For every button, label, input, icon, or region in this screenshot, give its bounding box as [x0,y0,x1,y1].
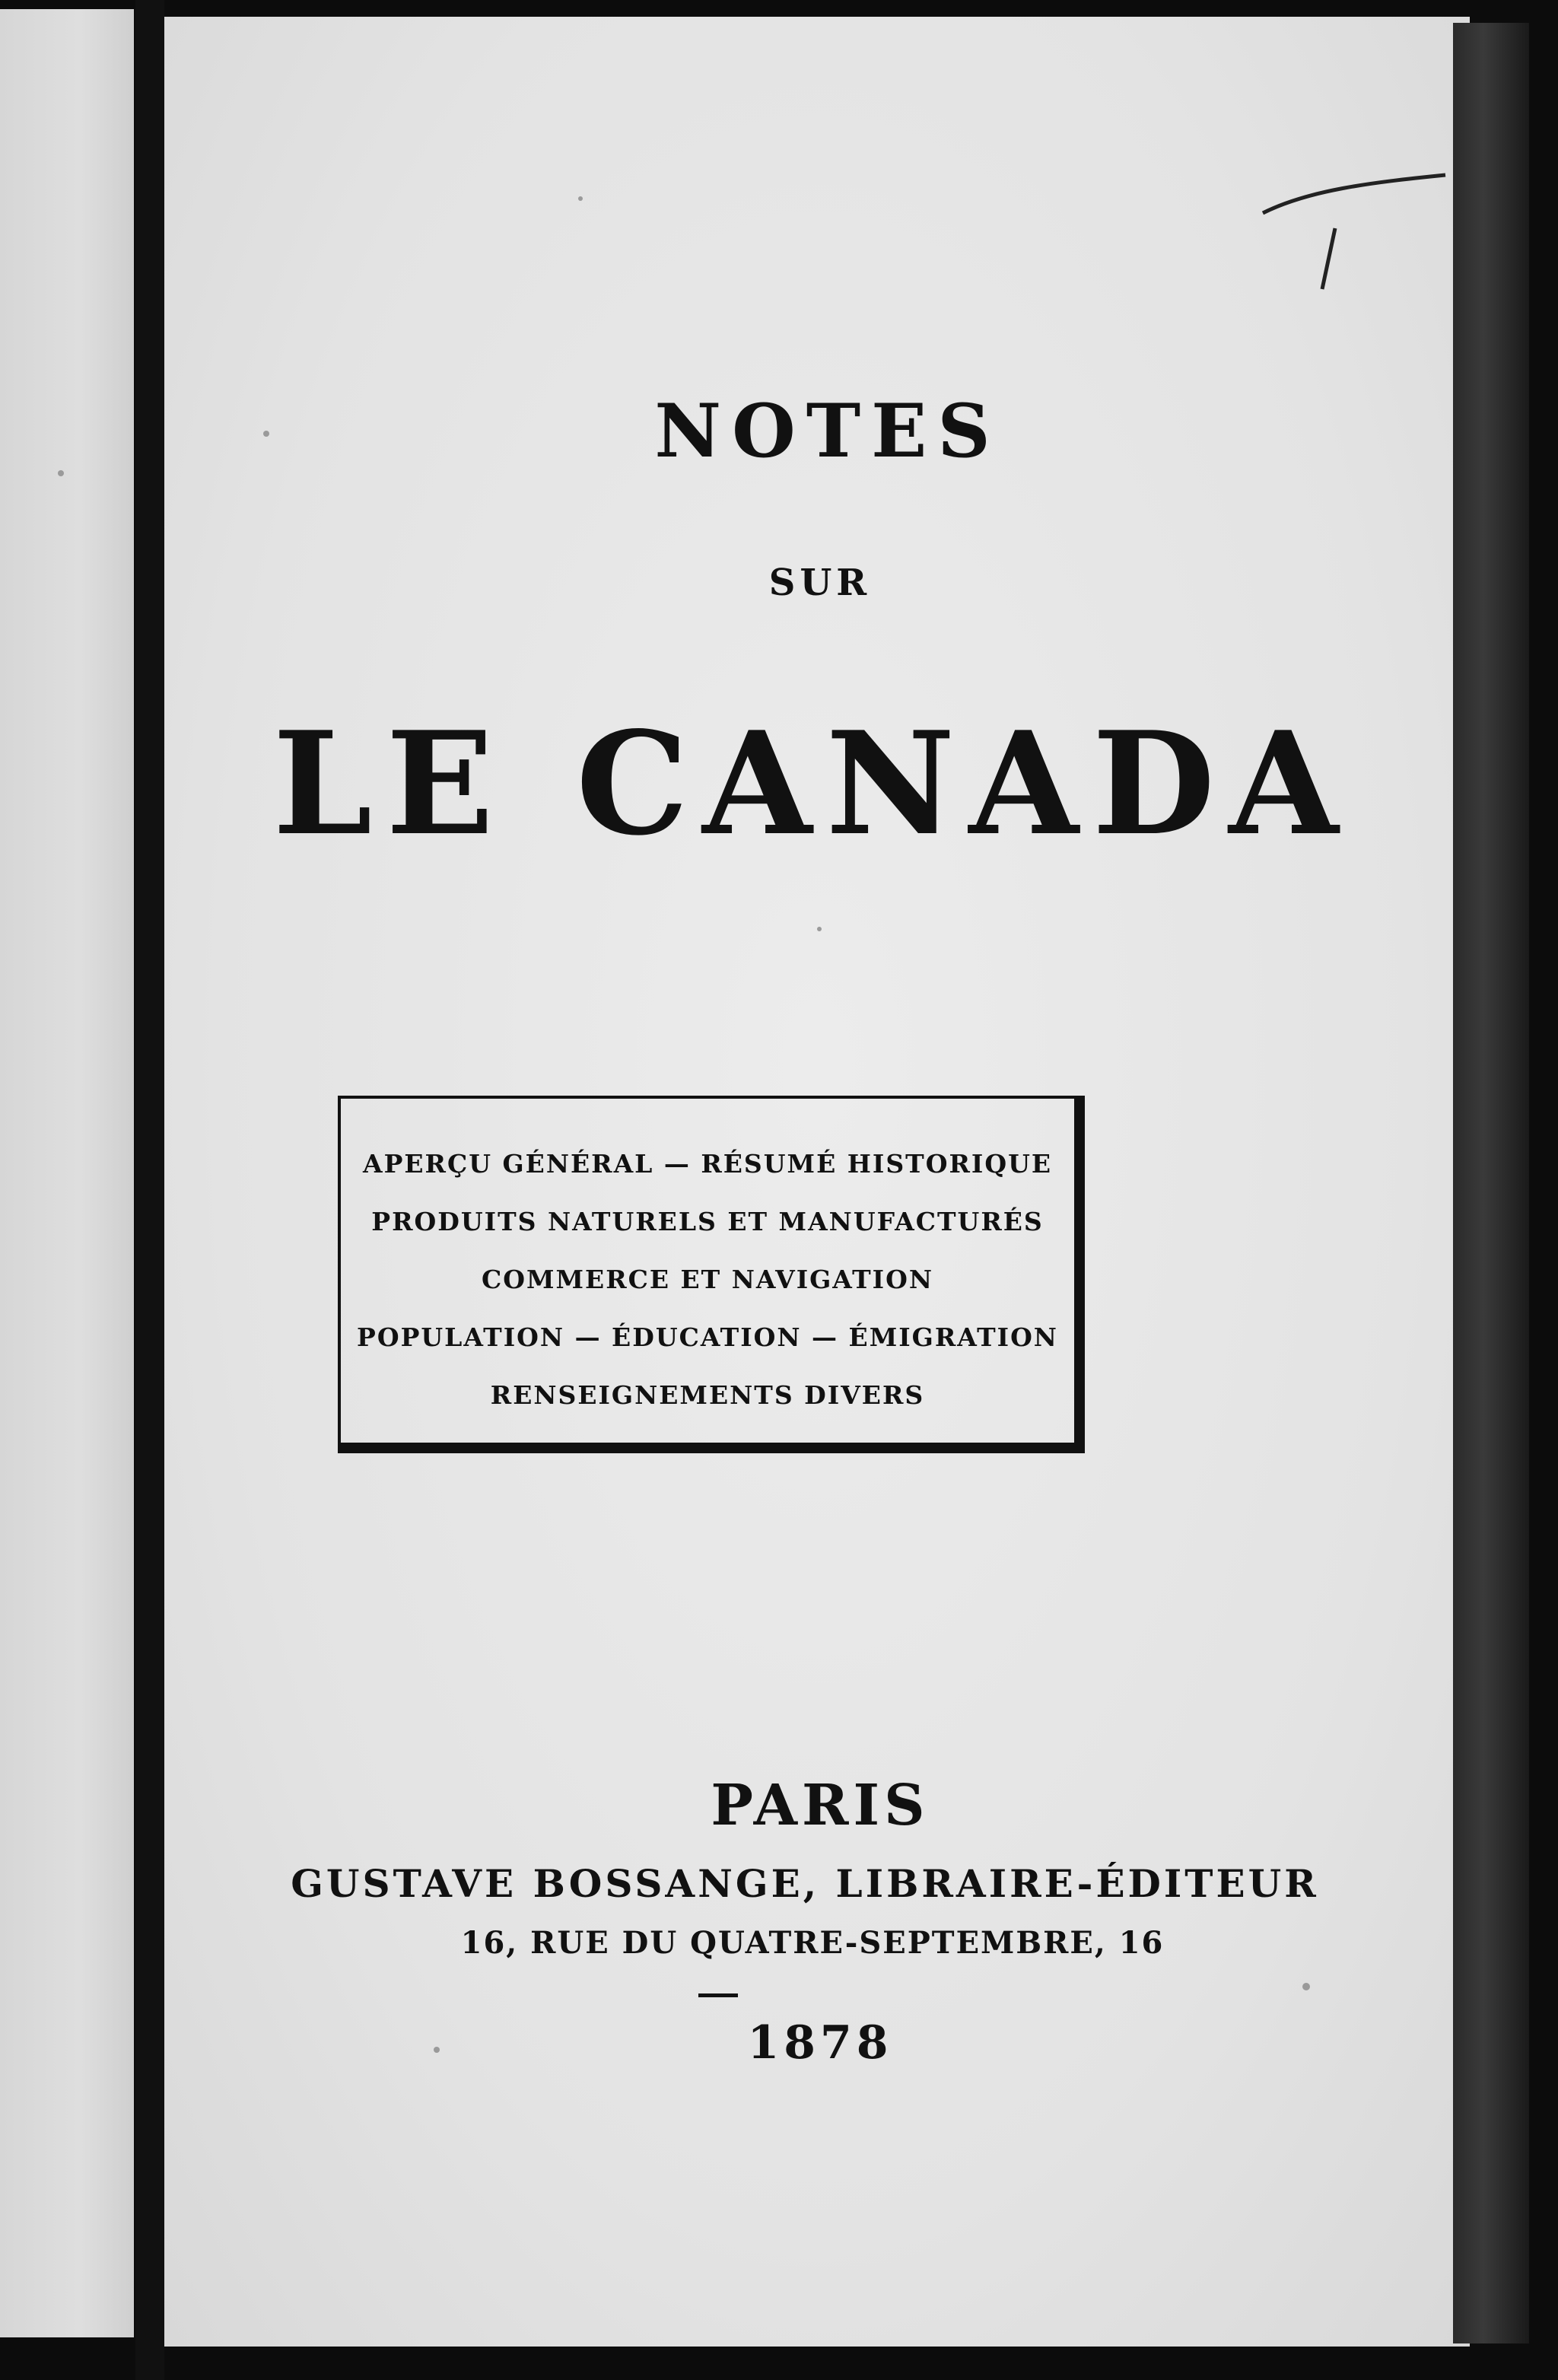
paper-speck [434,2047,440,2053]
page-edge-shadow [1453,23,1529,2343]
main-title [160,700,1465,867]
imprint-address: 16, RUE DU QUATRE-SEPTEMBRE, 16 [460,1925,1165,1961]
title-canada: CANADA [576,700,1353,867]
contents-line: COMMERCE ET NAVIGATION [481,1265,934,1294]
contents-line: APERÇU GÉNÉRAL — RÉSUMÉ HISTORIQUE [362,1149,1053,1179]
imprint-rule [698,1993,738,1997]
title-le: LE [272,700,508,867]
contents-line: PRODUITS NATURELS ET MANUFACTURÉS [371,1207,1044,1236]
paper-speck [1302,1983,1310,1990]
title-notes: NOTES [654,388,1001,474]
binding-gutter [135,0,164,2380]
imprint-publisher: GUSTAVE BOSSANGE, LIBRAIRE-ÉDITEUR [291,1861,1319,1906]
imprint-city: PARIS [711,1773,930,1838]
facing-page-edge [0,9,134,2337]
contents-line: POPULATION — ÉDUCATION — ÉMIGRATION [357,1322,1058,1352]
paper-speck [58,470,64,476]
paper-speck [263,431,269,437]
title-sur: SUR [768,562,872,604]
pencil-mark-icon [1255,160,1453,297]
imprint-year: 1878 [747,2016,893,2070]
contents-box [338,1096,1085,1453]
paper-speck [817,927,822,931]
contents-line: RENSEIGNEMENTS DIVERS [490,1380,925,1410]
paper-speck [578,196,583,201]
